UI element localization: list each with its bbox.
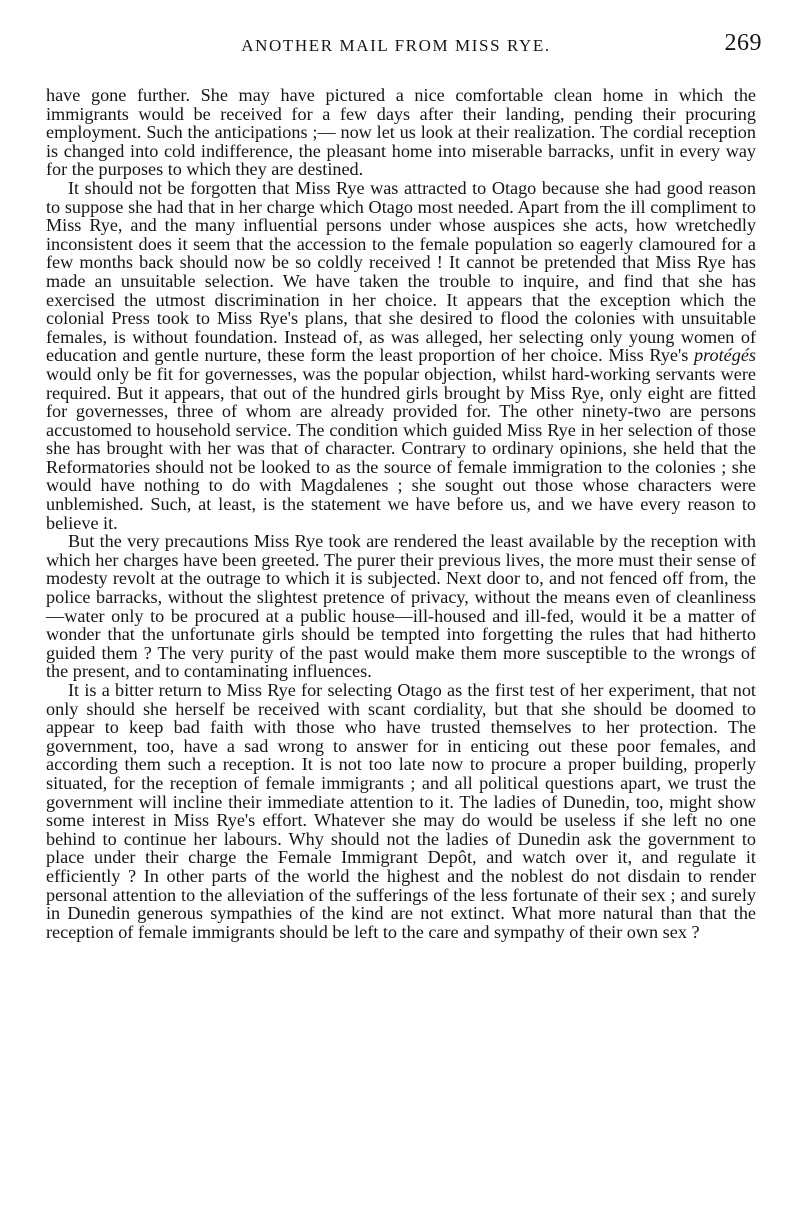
paragraph-reception: But the very precautions Miss Rye took are rendered the least available by the reception with which her charges have been greeted. The purer their previous lives, the more must their sense of modesty revolt at the outrage to which it is subjected. Next door to, and not fenced off from, the police barracks, without the slightest pretence of privacy, without the means even of cleanliness—water only to be procured at a public house—ill-housed and ill-fed, would it be a matter of wonder that the unfortunate girls should be tempted into forgetting the rules that had hitherto guided them ? The very purity of the past would make them more susceptible to the wrongs of the present, and to contaminating influences.	[46, 531, 756, 682]
paragraph-continuation: have gone further. She may have pictured a nice comfortable clean home in which the immigrants would be received for a few days after their landing, pending their procuring employment. Such the anticipations ;— now let us look at their realization. The cordial reception is changed into cold indifference, the pleasant home into miserable barracks, unfit in every way for the purposes to which they are destined.	[46, 85, 756, 180]
book-page	[46, 30, 762, 942]
article-body	[46, 86, 756, 941]
paragraph-text: It should not be forgotten that Miss Rye was attracted to Otago because she had good reason to suppose she had that in her charge which Otago most needed. Apart from the ill compliment to Miss Rye, and the many influential persons under whose auspices she acts, how wretchedly inconsistent does it seem that the accession to the female population so eagerly clamoured for a few months back should now be so coldly received ! It cannot be pretended that Miss Rye has made an unsuitable selection. We have taken the trouble to inquire, and find that she has exercised the utmost discrimination in her choice. It appears that the exception which the colonial Press took to Miss Rye's plans, that she desired to flood the colonies with unsuitable females, is without foundation. Instead of, as was alleged, her selecting only young women of education and gentle nurture, these form the least proportion of her choice. Miss Rye's	[46, 177, 756, 366]
paragraph-text: would only be fit for governesses, was the popular objection, whilst hard-working servants were required. But it appears, that out of the hundred girls brought by Miss Rye, only eight are fitted for governesses, three of whom are already provided for. The other ninety-two are persons accustomed to household service. The condition which guided Miss Rye in her selection of those she has brought with her was that of character. Contrary to ordinary opinions, she held that the Reformatories should not be looked to as the source of female immigration to the colonies ; she would have nothing to do with Magdalenes ; she sought out those whose characters were unblemished. Such, at least, is the statement we have before us, and we have every reason to believe it.	[46, 363, 756, 533]
running-title: ANOTHER MAIL FROM MISS RYE.	[241, 36, 551, 55]
page-number: 269	[724, 30, 762, 56]
running-head	[46, 30, 762, 64]
paragraph-appeal: It is a bitter return to Miss Rye for selecting Otago as the first test of her experiment, that not only should she herself be received with scant cordiality, but that she should be doomed to appear to keep bad faith with those who have trusted themselves to her protection. The government, too, have a sad wrong to answer for in enticing out these poor females, and according them such a reception. It is not too late now to procure a proper building, properly situated, for the reception of female immigrants ; and all political questions apart, we trust the government will incline their immediate attention to it. The ladies of Dunedin, too, might show some interest in Miss Rye's effort. Whatever she may do would be useless if she left no one behind to continue her labours. Why should not the ladies of Dunedin ask the government to place under their charge the Female Immigrant Depôt, and watch over it, and regulate it efficiently ? In other parts of the world the highest and the noblest do not disdain to render personal attention to the alleviation of the sufferings of the less fortunate of their sex ; and surely in Dunedin generous sympathies of the kind are not extinct. What more natural than that the reception of female immigrants should be left to the care and sympathy of their own sex ?	[46, 680, 756, 942]
emphasis-text: protégés	[694, 345, 756, 366]
paragraph-selection	[46, 179, 756, 532]
